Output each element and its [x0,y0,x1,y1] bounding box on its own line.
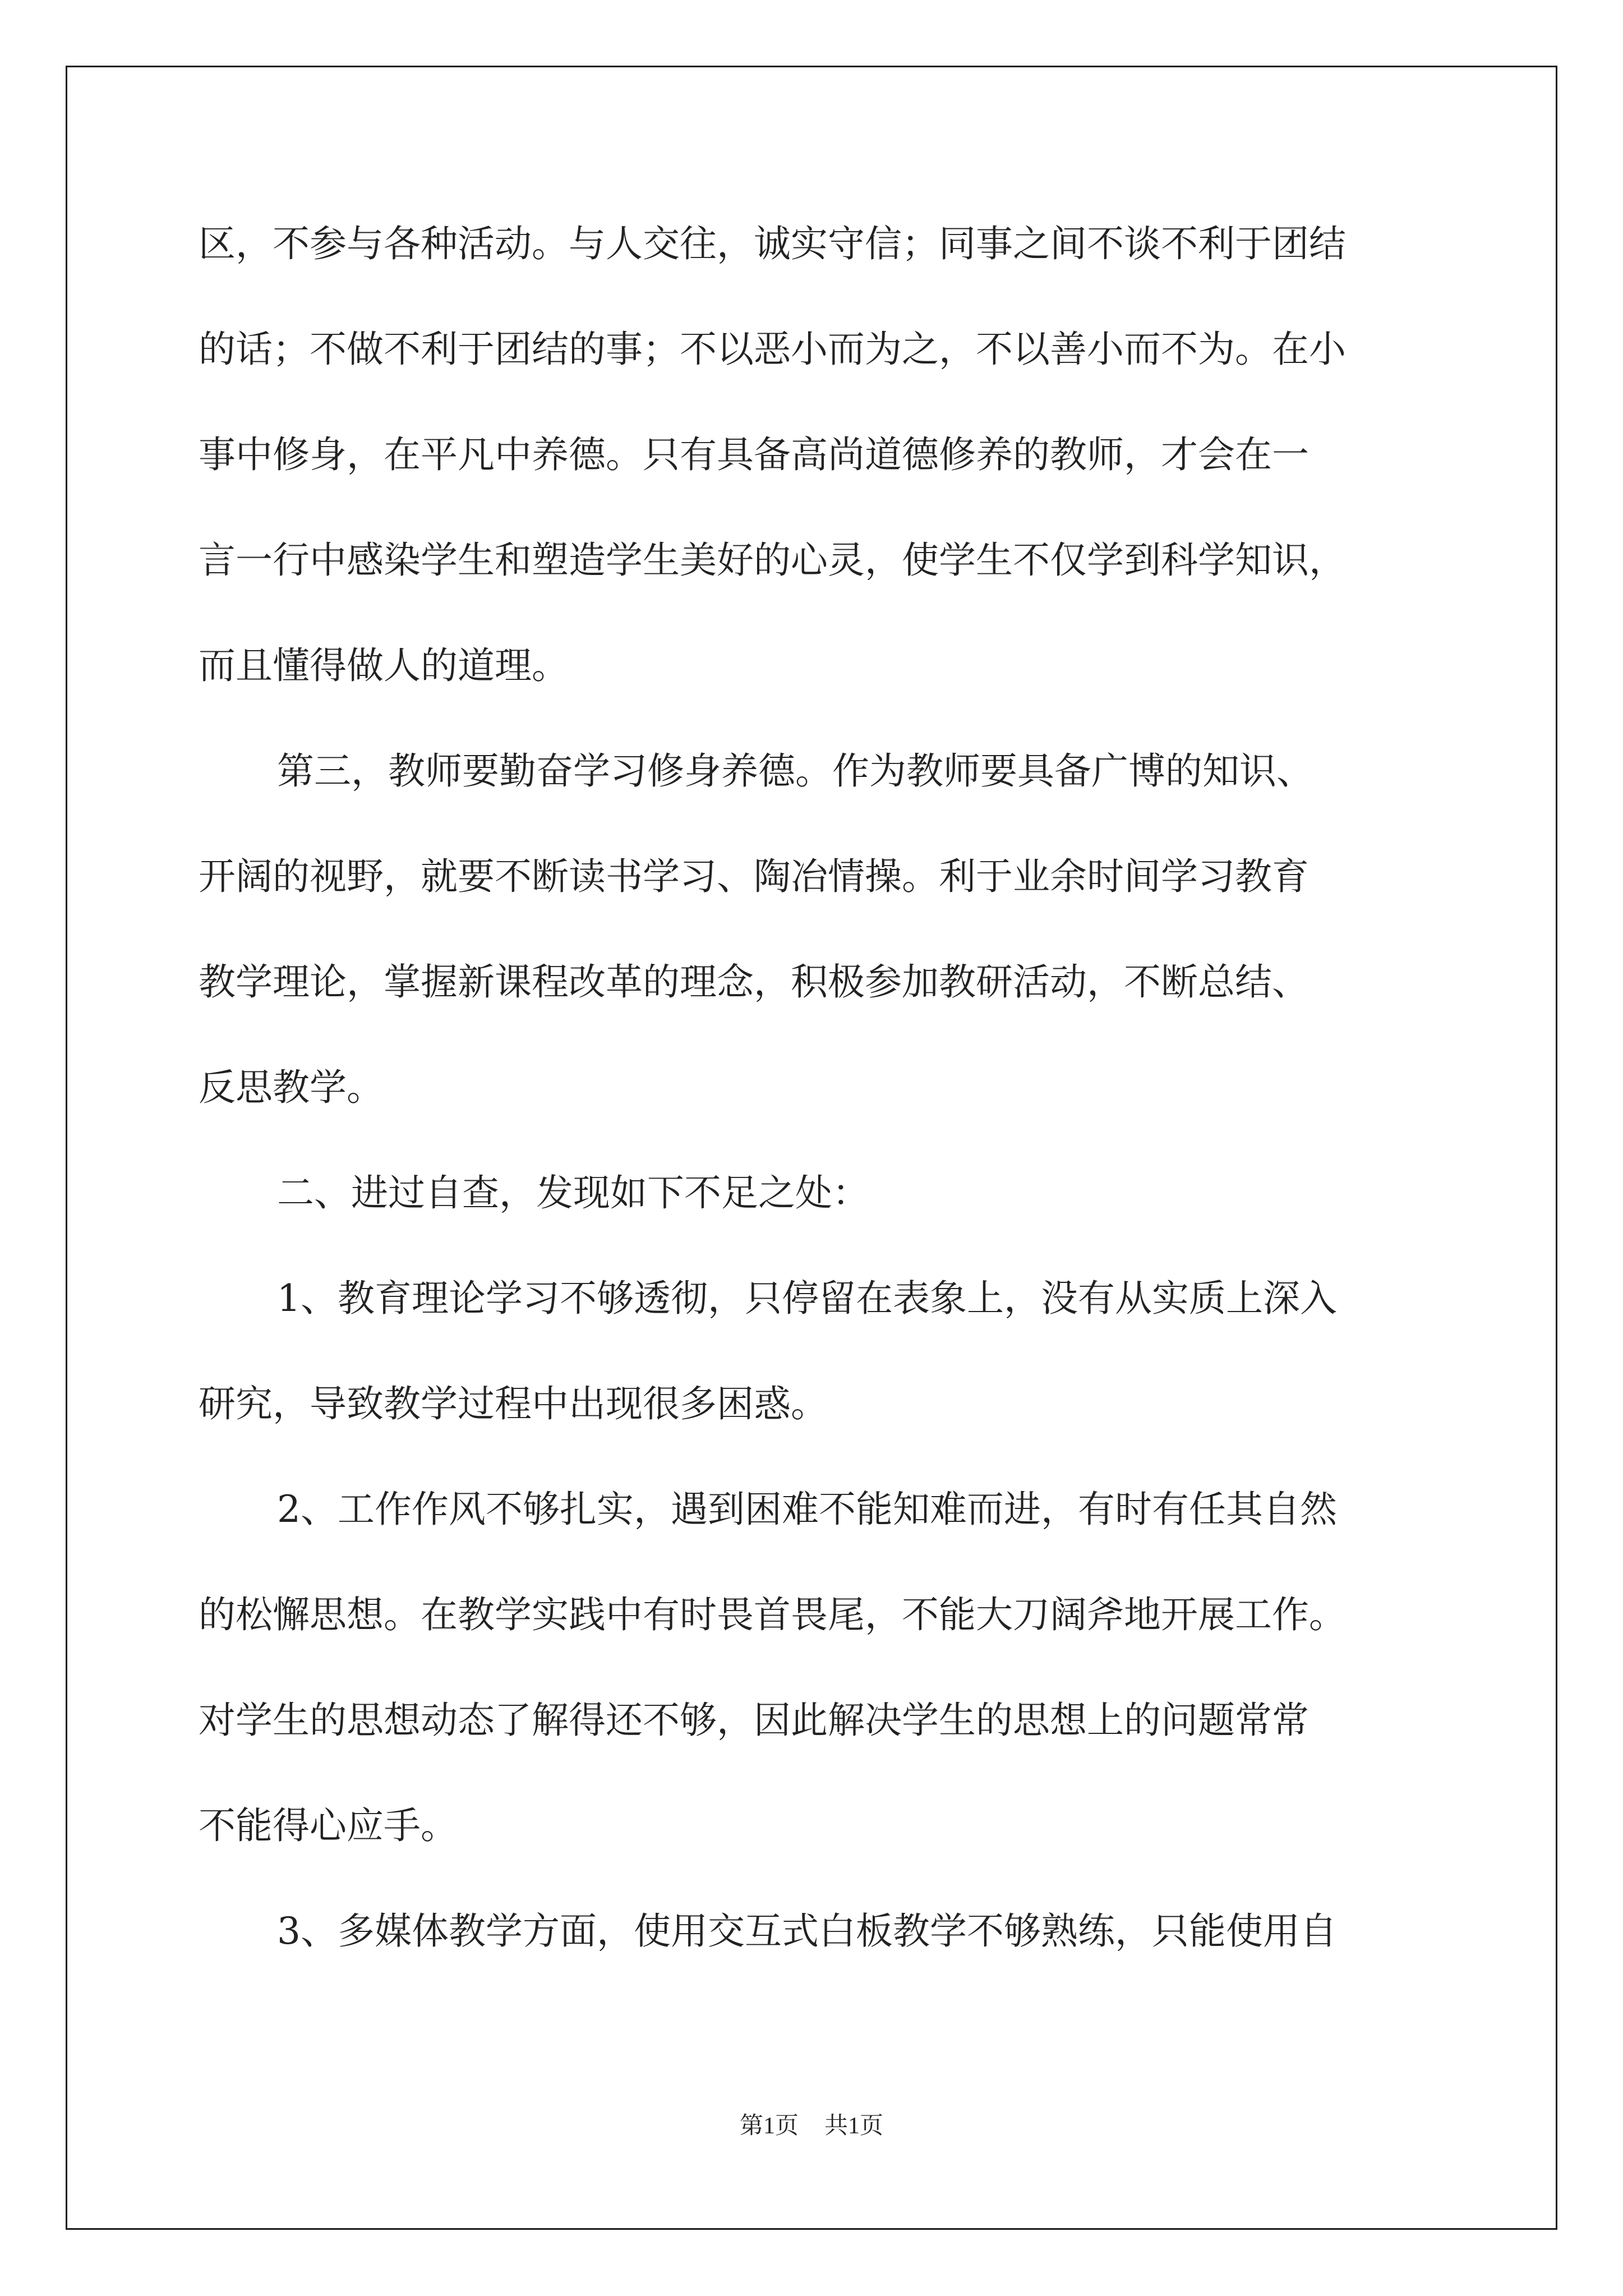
text-line: 2、工作作风不够扎实，遇到困难不能知难而进，有时有任其自然 [277,1488,1337,1531]
text-line: 3、多媒体教学方面，使用交互式白板教学不够熟练，只能使用自 [277,1910,1337,1953]
text-line: 事中修身，在平凡中养德。只有具备高尚道德修养的教师，才会在一 [199,433,1309,476]
text-line: 开阔的视野，就要不断读书学习、陶冶情操。利于业余时间学习教育 [199,855,1309,898]
text-line: 研究，导致教学过程中出现很多困惑。 [199,1382,828,1425]
text-line: 1、教育理论学习不够透彻，只停留在表象上，没有从实质上深入 [277,1277,1337,1320]
text-line: 不能得心应手。 [199,1804,458,1847]
text-line: 的松懈思想。在教学实践中有时畏首畏尾，不能大刀阔斧地开展工作。 [199,1593,1346,1636]
text-line: 的话；不做不利于团结的事；不以恶小而为之，不以善小而不为。在小 [199,328,1346,371]
page-number: 第1页 [739,2113,799,2139]
text-line: 对学生的思想动态了解得还不够，因此解决学生的思想上的问题常常 [199,1699,1309,1742]
text-line: 第三，教师要勤奋学习修身养德。作为教师要具备广博的知识、 [277,749,1313,793]
text-line: 教学理论，掌握新课程改革的理念，积极参加教研活动，不断总结、 [199,960,1309,1004]
text-line: 二、进过自查，发现如下不足之处： [277,1171,869,1214]
text-line: 言一行中感染学生和塑造学生美好的心灵，使学生不仅学到科学知识， [199,539,1346,582]
text-line: 而且懂得做人的道理。 [199,644,569,687]
page-footer [0,2109,1623,2143]
text-line: 区，不参与各种活动。与人交往，诚实守信；同事之间不谈不利于团结 [199,222,1346,265]
page-total: 共1页 [824,2113,884,2139]
text-line: 反思教学。 [199,1066,384,1109]
